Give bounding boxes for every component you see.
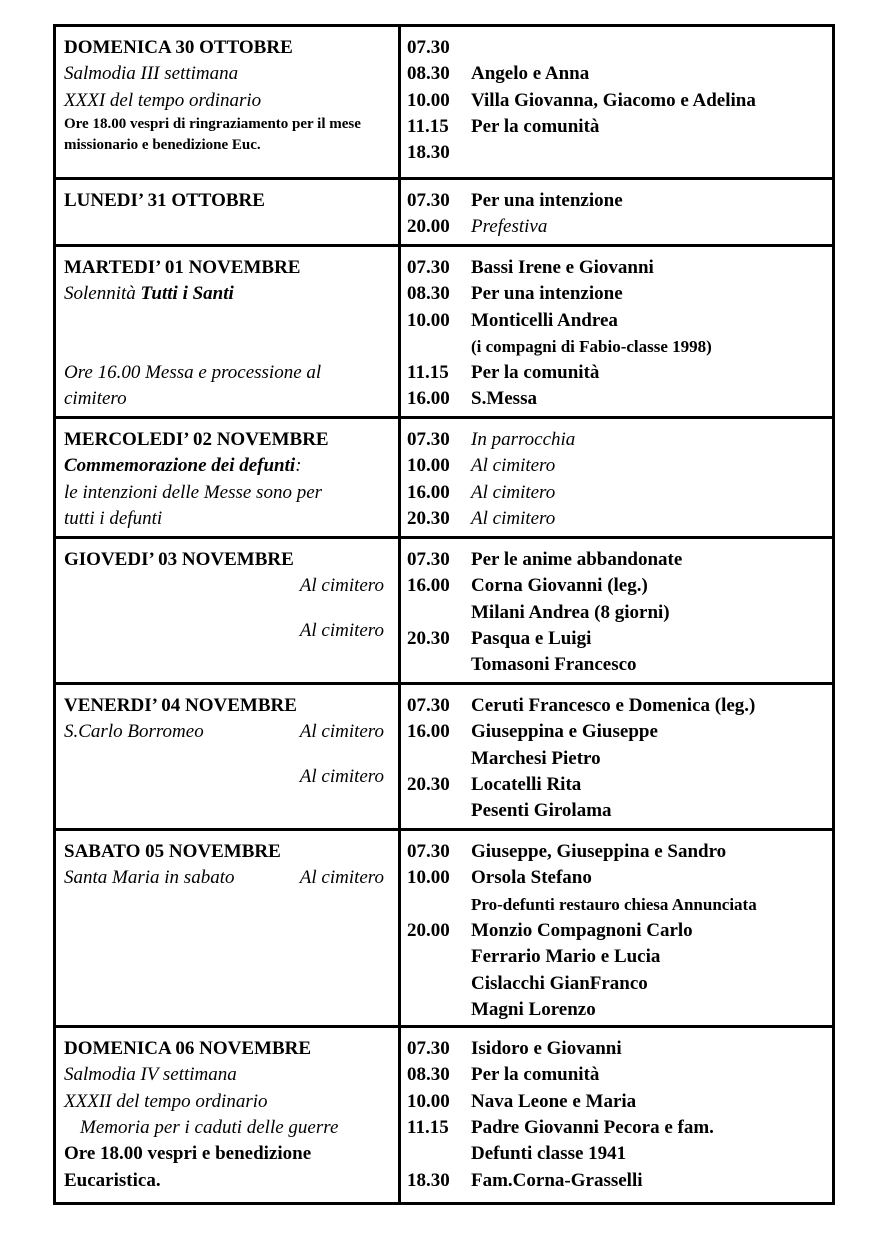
mass-intention: Padre Giovanni Pecora e fam.: [471, 1117, 714, 1139]
mass-entry: [407, 35, 828, 61]
mass-time: 11.15: [407, 115, 449, 137]
day-note: Eucaristica.: [64, 1169, 161, 1191]
mass-entry: [407, 480, 828, 506]
mass-time: 10.00: [407, 455, 450, 477]
day-subtitle-bold: Tutti i Santi: [140, 283, 234, 305]
mass-time: 10.00: [407, 867, 450, 889]
mass-intention: Villa Giovanna, Giacomo e Adelina: [471, 89, 756, 111]
day-subtitle: [64, 865, 392, 891]
mass-intention: Tomasoni Francesco: [471, 654, 637, 676]
location-note: Al cimitero: [299, 721, 384, 743]
mass-times-cell: [401, 247, 832, 416]
day-title: DOMENICA 06 NOVEMBRE: [64, 1038, 312, 1060]
mass-entry: [407, 453, 828, 479]
day-row: [56, 685, 832, 831]
mass-time: 08.30: [407, 1064, 450, 1086]
mass-entry: [407, 308, 828, 334]
mass-entry: [407, 214, 828, 240]
mass-time: 10.00: [407, 89, 450, 111]
mass-intention: Fam.Corna-Grasselli: [471, 1169, 643, 1191]
mass-entry: [407, 997, 828, 1023]
day-info-cell: [56, 539, 401, 682]
mass-intention: Per la comunità: [471, 115, 600, 137]
mass-time: [407, 746, 471, 772]
mass-intention: Monticelli Andrea: [471, 309, 618, 331]
mass-time: 07.30: [407, 695, 450, 717]
day-info-cell: [56, 247, 401, 416]
mass-intention: Per la comunità: [471, 1064, 600, 1086]
mass-intention: Per una intenzione: [471, 189, 623, 211]
mass-times-cell: [401, 1028, 832, 1202]
location-note: Al cimitero: [299, 765, 384, 787]
mass-entry: [407, 1115, 828, 1141]
mass-entry: [407, 386, 828, 412]
day-info-cell: [56, 685, 401, 828]
day-subtitle: XXXII del tempo ordinario: [64, 1090, 268, 1112]
mass-entry: [407, 626, 828, 652]
day-row: [56, 27, 832, 180]
day-info-cell: [56, 27, 401, 177]
mass-entry: [407, 865, 828, 891]
mass-intention: Bassi Irene e Giovanni: [471, 256, 654, 278]
mass-time: [407, 892, 471, 918]
location-note: Al cimitero: [299, 575, 384, 597]
mass-time: 10.00: [407, 1090, 450, 1112]
mass-times-cell: [401, 180, 832, 244]
mass-intention: Ferrario Mario e Lucia: [471, 946, 661, 968]
spacer: [64, 334, 392, 360]
location-note: Al cimitero: [299, 619, 384, 641]
mass-time: 07.30: [407, 189, 450, 211]
day-subtitle: Salmodia IV settimana: [64, 1064, 237, 1086]
mass-entry: [407, 746, 828, 772]
mass-entry: [407, 281, 828, 307]
mass-time: 16.00: [407, 575, 450, 597]
day-title: DOMENICA 30 OTTOBRE: [64, 37, 293, 58]
mass-entry: [407, 944, 828, 970]
mass-entry: [407, 719, 828, 745]
mass-entry: [407, 360, 828, 386]
mass-time: 20.00: [407, 920, 450, 942]
mass-intention: Cislacchi GianFranco: [471, 972, 648, 994]
day-subtitle-tail: :: [295, 455, 302, 477]
day-row: [56, 831, 832, 1028]
mass-time: 07.30: [407, 37, 450, 58]
mass-entry: [407, 547, 828, 573]
mass-intention: Milani Andrea (8 giorni): [471, 601, 670, 623]
mass-intention: Nava Leone e Maria: [471, 1090, 637, 1112]
day-title: VENERDI’ 04 NOVEMBRE: [64, 695, 297, 717]
mass-intention: Al cimitero: [471, 481, 556, 503]
day-subtitle: tutti i defunti: [64, 507, 163, 529]
day-title: MARTEDI’ 01 NOVEMBRE: [64, 256, 301, 278]
day-note: Ore 18.00 vespri e benedizione: [64, 1143, 312, 1165]
day-subtitle: XXXI del tempo ordinario: [64, 89, 262, 111]
mass-entry: [407, 506, 828, 532]
mass-time: 16.00: [407, 388, 450, 410]
mass-intention: Per una intenzione: [471, 283, 623, 305]
mass-time: 08.30: [407, 63, 450, 85]
day-info-cell: [56, 419, 401, 536]
mass-entry: [407, 61, 828, 87]
day-subtitle: [64, 281, 392, 307]
day-title: LUNEDI’ 31 OTTOBRE: [64, 189, 265, 211]
mass-entry: [407, 427, 828, 453]
mass-schedule-table: [53, 24, 835, 1205]
mass-time: [407, 1141, 471, 1167]
mass-intention: Defunti classe 1941: [471, 1143, 627, 1165]
mass-entry: [407, 114, 828, 140]
mass-time: 08.30: [407, 283, 450, 305]
day-row: [56, 419, 832, 539]
mass-time: [407, 600, 471, 626]
mass-intention: Corna Giovanni (leg.): [471, 575, 648, 597]
mass-entry: [407, 772, 828, 798]
mass-entry: [407, 255, 828, 281]
mass-intention: In parrocchia: [471, 428, 576, 450]
mass-time: 07.30: [407, 428, 450, 450]
mass-time: [407, 997, 471, 1023]
mass-time: [407, 652, 471, 678]
day-subtitle: Ore 16.00 Messa e processione al: [64, 362, 322, 384]
mass-intention: Al cimitero: [471, 507, 556, 529]
mass-time: 07.30: [407, 841, 450, 863]
mass-intention: S.Messa: [471, 388, 537, 410]
mass-entry: [407, 600, 828, 626]
mass-time: 16.00: [407, 721, 450, 743]
location-note: Al cimitero: [299, 867, 384, 889]
mass-intention: Pasqua e Luigi: [471, 628, 592, 650]
day-subtitle: cimitero: [64, 388, 127, 410]
day-subtitle-text: Santa Maria in sabato: [64, 867, 235, 889]
mass-intention: Pro-defunti restauro chiesa Annunciata: [471, 894, 757, 914]
day-title: MERCOLEDI’ 02 NOVEMBRE: [64, 428, 329, 450]
day-note: Memoria per i caduti delle guerre: [80, 1117, 339, 1139]
mass-entry: [407, 140, 828, 166]
day-subtitle: le intenzioni delle Messe sono per: [64, 481, 323, 503]
mass-time: 16.00: [407, 481, 450, 503]
mass-time: [407, 334, 471, 360]
day-subtitle-text: S.Carlo Borromeo: [64, 721, 204, 743]
mass-time: 20.30: [407, 507, 450, 529]
mass-intention: Isidoro e Giovanni: [471, 1038, 622, 1060]
mass-entry: [407, 1168, 828, 1194]
mass-entry: [407, 88, 828, 114]
mass-entry: [407, 693, 828, 719]
mass-intention: Al cimitero: [471, 455, 556, 477]
mass-time: [407, 798, 471, 824]
mass-intention: (i compagni di Fabio-classe 1998): [471, 336, 712, 356]
day-row: [56, 539, 832, 685]
mass-intention: Orsola Stefano: [471, 867, 592, 889]
day-subtitle-bold: Commemorazione dei defunti: [64, 455, 296, 477]
day-subtitle: [64, 453, 392, 479]
day-subtitle: Salmodia III settimana: [64, 63, 239, 85]
mass-entry: [407, 798, 828, 824]
mass-times-cell: [401, 831, 832, 1025]
mass-times-cell: [401, 27, 832, 177]
mass-time: 20.00: [407, 216, 450, 238]
mass-time: 07.30: [407, 1038, 450, 1060]
mass-intention: Angelo e Anna: [471, 63, 590, 85]
mass-time: 20.30: [407, 774, 450, 796]
mass-entry: [407, 918, 828, 944]
mass-entry: [407, 573, 828, 599]
mass-entry: [407, 1062, 828, 1088]
mass-time: 07.30: [407, 256, 450, 278]
day-title: GIOVEDI’ 03 NOVEMBRE: [64, 549, 294, 571]
day-title: SABATO 05 NOVEMBRE: [64, 841, 281, 863]
mass-intention: Monzio Compagnoni Carlo: [471, 920, 693, 942]
spacer: [64, 746, 392, 764]
mass-entry: [407, 652, 828, 678]
day-info-cell: [56, 1028, 401, 1202]
mass-time: 07.30: [407, 549, 450, 571]
day-info-cell: [56, 180, 401, 244]
mass-time: 11.15: [407, 1117, 449, 1139]
spacer: [64, 600, 392, 618]
day-row: [56, 1028, 832, 1202]
day-subtitle-text: Solennità: [64, 283, 141, 305]
mass-times-cell: [401, 419, 832, 536]
mass-entry: [407, 1141, 828, 1167]
mass-entry: [407, 188, 828, 214]
mass-intention: Prefestiva: [471, 216, 548, 238]
mass-intention: Giuseppe, Giuseppina e Sandro: [471, 841, 727, 863]
day-row: [56, 247, 832, 419]
mass-time: [407, 971, 471, 997]
mass-intention: Per le anime abbandonate: [471, 549, 683, 571]
day-info-cell: [56, 831, 401, 1025]
mass-entry: [407, 1089, 828, 1115]
mass-time: 18.30: [407, 142, 450, 164]
mass-entry: [407, 839, 828, 865]
day-row: [56, 180, 832, 247]
mass-intention: Ceruti Francesco e Domenica (leg.): [471, 695, 756, 717]
mass-intention: Marchesi Pietro: [471, 747, 601, 769]
mass-time: 18.30: [407, 1169, 450, 1191]
mass-intention: Magni Lorenzo: [471, 998, 596, 1020]
mass-entry: [407, 1036, 828, 1062]
mass-time: 10.00: [407, 309, 450, 331]
mass-entry: [407, 971, 828, 997]
mass-intention: Giuseppina e Giuseppe: [471, 721, 658, 743]
mass-times-cell: [401, 539, 832, 682]
mass-intention: Pesenti Girolama: [471, 800, 612, 822]
mass-times-cell: [401, 685, 832, 828]
mass-time: 11.15: [407, 362, 449, 384]
day-note: Ore 18.00 vespri di ringraziamento per il mese missionario e benedizione Euc.: [64, 115, 361, 153]
mass-time: 20.30: [407, 628, 450, 650]
mass-intention: Per la comunità: [471, 362, 600, 384]
mass-entry: [407, 334, 828, 360]
spacer: [64, 308, 392, 334]
mass-time: [407, 944, 471, 970]
day-subtitle: [64, 719, 392, 745]
mass-entry: [407, 892, 828, 918]
mass-intention: Locatelli Rita: [471, 774, 582, 796]
